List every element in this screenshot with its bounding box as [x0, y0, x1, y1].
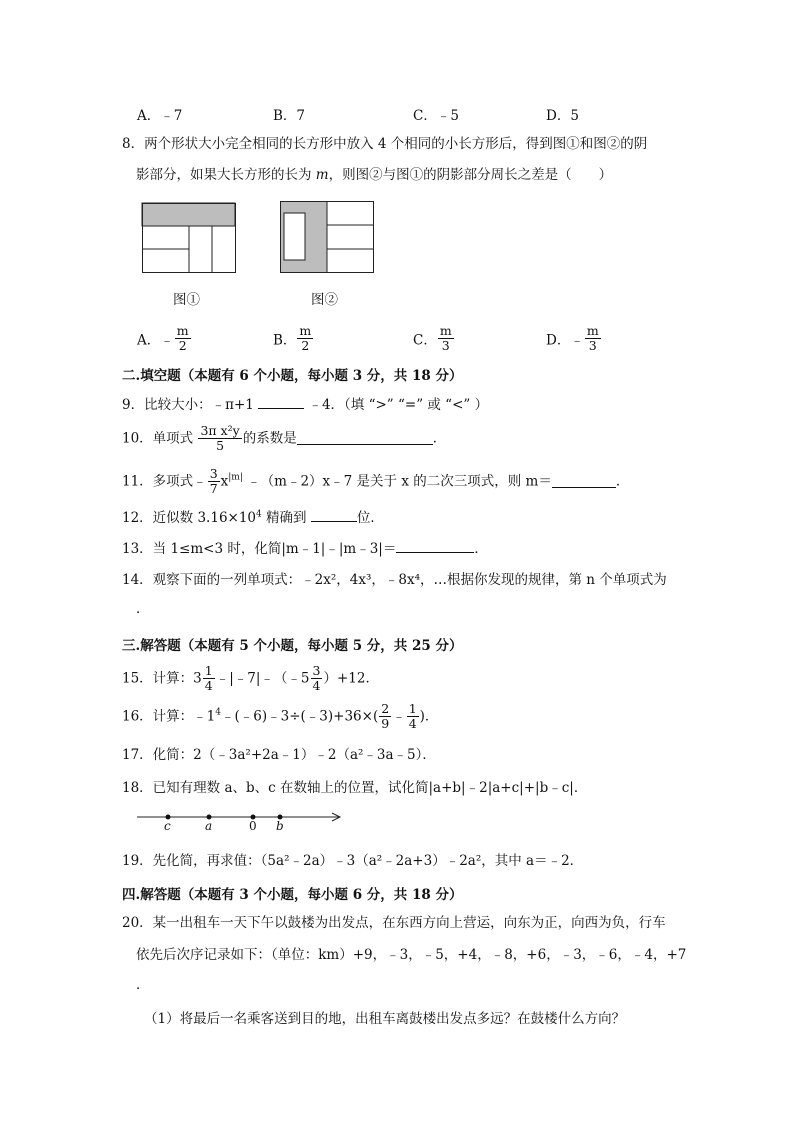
section-3-heading: 三.解答题（本题有 5 个小题，每小题 5 分，共 25 分） — [122, 638, 463, 654]
q15: 15．计算：3 $\frac{1}{4}$ ﹣|﹣7|﹣（﹣5 $\frac{3}{4}$ ）+12． — [122, 663, 379, 693]
q13: 13．当 1≤m<3 时，化简|m﹣1|﹣|m﹣3|＝ ． — [122, 541, 488, 557]
q19: 19．先化简，再求值：（5a²﹣2a）﹣3（a²﹣2a+3）﹣2a²，其中 a＝﹣2． — [122, 853, 584, 869]
label-a: a — [205, 819, 213, 833]
figure-2 — [280, 201, 374, 273]
q7-option-c: C．﹣5 — [413, 108, 459, 124]
q8-option-d: D．﹣ $\frac{m}{3}$ — [546, 323, 599, 353]
q8-option-b: B． $\frac{m}{2}$ — [273, 323, 312, 353]
label-b: b — [276, 819, 284, 833]
q7-option-a: A．﹣7 — [137, 108, 183, 124]
figure-1-caption: 图① — [173, 292, 200, 308]
figure-1 — [142, 203, 236, 273]
section-4-heading: 四.解答题（本题有 3 个小题，每小题 6 分，共 18 分） — [122, 887, 463, 903]
label-c: c — [164, 819, 171, 833]
q20-sub1: （1）将最后一名乘客送到目的地，出租车离鼓楼出发点多远？在鼓楼什么方向？ — [144, 1011, 626, 1027]
q17: 17．化简：2（﹣3a²+2a﹣1）﹣2（a²﹣3a﹣5）． — [122, 747, 436, 763]
q8-line2: 影部分，如果大长方形的长为 m，则图②与图①的阴影部分周长之差是（ ） — [136, 167, 613, 183]
q20-line2: 依先后次序记录如下：（单位：km）+9，﹣3，﹣5，+4，﹣8，+6，﹣3，﹣6，﹣4，+7 — [136, 947, 687, 963]
q11: 11．多项式﹣ $\frac{3}{7}$ $x^{|m|}$ ﹣（m﹣2）x﹣7 是关于 x 的二次三项式，则 m＝ ． — [122, 466, 630, 496]
q8-line1: 8．两个形状大小完全相同的长方形中放入 4 个相同的小长方形后，得到图①和图②的阴 — [122, 136, 648, 152]
section-2-heading: 二.填空题（本题有 6 个小题，每小题 3 分，共 18 分） — [122, 368, 463, 384]
q9: 9．比较大小：﹣π+1 ﹣4．（填 “>” “=” 或 “<” ） — [122, 397, 489, 413]
q14: 14．观察下面的一列单项式：﹣2x²，4x³，﹣8x⁴，…根据你发现的规律，第 n 个单项式为 — [122, 572, 667, 588]
q20-line1: 20．某一出租车一天下午以鼓楼为出发点，在东西方向上营运，向东为正，向西为负，行车 — [122, 915, 666, 931]
q14-end: ． — [136, 601, 150, 617]
q7-option-d: D．5 — [546, 108, 579, 124]
q10: 10．单项式 $\frac{\text{3π x²y}}{5}$ 的系数是 ． — [122, 423, 447, 453]
figure-2-caption: 图② — [311, 292, 338, 308]
q20-line3: ． — [136, 977, 150, 993]
q16: 16．计算：$﹣1^4﹣(﹣6)﹣3\div(﹣3)+36\times$( $\frac{2}{9}$ ﹣ $\frac{1}{4}$ )． — [122, 701, 439, 731]
q8-option-a: A．﹣ $\frac{m}{2}$ — [137, 323, 189, 353]
q7-option-b: B．7 — [273, 108, 306, 124]
q18: 18．已知有理数 a、b、c 在数轴上的位置，试化简|a+b|﹣2|a+c|+|b﹣c|． — [122, 780, 588, 796]
label-zero: 0 — [249, 819, 257, 833]
q8-option-c: C． $\frac{m}{3}$ — [413, 323, 452, 353]
q12: 12．近似数 $3.16\times 10^4$ 精确到 位． — [122, 509, 384, 526]
